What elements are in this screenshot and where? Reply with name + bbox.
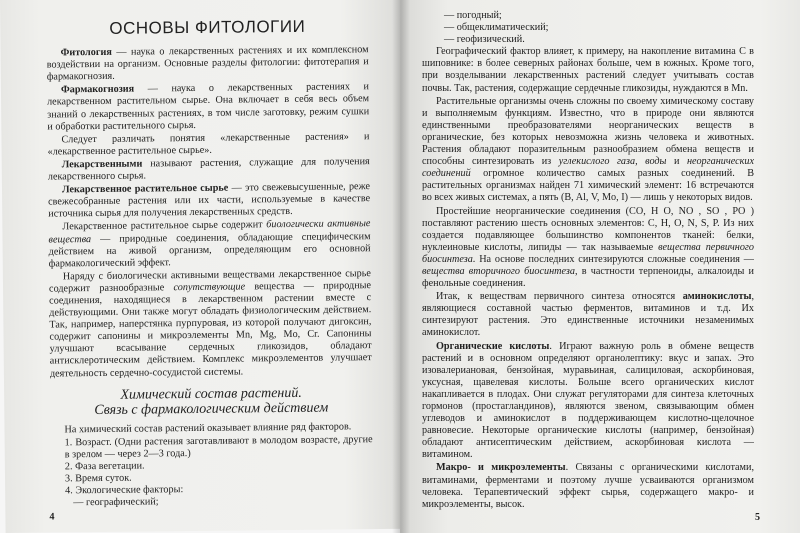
paragraph: Следует различать понятия «лекарственные растения» и «лекарственное растительное сырье». xyxy=(47,130,370,158)
paragraph: Лекарственное растительное сырье — это свежевысушенные, реже свежесобранные растения или их части, используемые в качестве источника сырья для получения лекарственных средств. xyxy=(48,181,371,220)
list-item: — общеклиматический; xyxy=(444,22,549,34)
term: Фармакогнозия xyxy=(60,83,135,96)
list-item: — погодный; xyxy=(444,10,502,21)
term: Фитология xyxy=(60,46,112,59)
list-item: — географический; xyxy=(73,496,159,509)
term: Лекарственное растительное сырье xyxy=(61,182,229,196)
list-item: 2. Фаза вегетации. xyxy=(64,460,145,473)
right-page xyxy=(400,0,800,533)
paragraph: Лекарственными называют растения, служащие для получения лекарственного сырья. xyxy=(47,156,370,183)
term: Органические кислоты xyxy=(436,340,550,352)
list-item: 3. Время суток. xyxy=(64,472,132,485)
paragraph: Простейшие неорганические соединения (CO, H O, NO , SO , PO ) поставляют растению шесть основных элементов: C, H, O, N, S, P. Из них создается подавляющее большинство компонентов тканей: белки, нуклеиновые кислоты, липиды — так называемые вещества первичного биосинтеза. На основе последних синтезируются сложные соединения — вещества вторичного биосинтеза, в частности терпеноиды, алкалоиды и фенольные соединения. xyxy=(422,205,755,290)
page-number: 5 xyxy=(755,512,760,523)
paragraph: Итак, к веществам первичного синтеза относятся аминокислоты, являющиеся составной частью ферментов, витаминов и т.д. Их синтезируют растения. Это единственные источники незаменимых аминокислот. xyxy=(422,291,754,339)
list-item: 4. Экологические факторы: xyxy=(65,484,184,497)
book-gutter-shadow xyxy=(392,0,410,533)
paragraph: На химический состав растений оказывает влияние ряд факторов. xyxy=(64,420,352,435)
paragraph: Макро- и микроэлементы. Связаны с органическими кислотами, витаминами, ферментами и поэтому лучше усваиваются организмом человека. Терапевтический эффект сырья, содержащего макро- и микроэлементы, высок. xyxy=(422,462,754,510)
paragraph: Фитология — наука о лекарственных растениях и их комплексном воздействии на организм. Основные разделы фитологии: фитотерапия и фармакогнозия. xyxy=(46,44,369,83)
right-text-column xyxy=(422,10,754,512)
paragraph: Лекарственное растительное сырье содержит биологически активные вещества — природные соединения, обладающие специфическим действием на живой организм, определяющим его основной фармакологический эффект. xyxy=(48,218,371,270)
paragraph: Растительные организмы очень сложны по своему химическому составу и выполняемым функциям. Известно, что в природе они являются единственными преобразователями неорганических веществ в органические, без которых невозможна жизнь человека и животных. Растения обладают поразительным разнообразием обмена веществ и способны синтезировать из углекислого газа, воды и неорганических соединений огромное количество самых разных соединений. В растительных организмах найден 71 химический элемент: 16 встречаются во всех живых системах, а пять (B, Al, V, Mo, I) — лишь у некоторых видов. xyxy=(422,95,754,204)
list-item: — геофизический. xyxy=(444,34,525,46)
term: Лекарственными xyxy=(61,158,143,171)
page-number: 4 xyxy=(49,511,55,523)
term: Макро- и микроэлементы xyxy=(436,462,566,474)
left-text-column xyxy=(46,16,373,510)
paragraph: Географический фактор влияет, к примеру, на накопление витамина С в шиповнике: в более северных районах больше, чем в южных. Кроме того, при возделывании лекарственных растений следует учитывать состав почвы. Так, растения, содержащие сердечные гликозиды, нуждаются в Mn. xyxy=(422,46,754,94)
paragraph: Фармакогнозия — наука о лекарственных растениях и лекарственном растительном сырье. Она включает в себя весь объем знаний о лекарственных растениях, в том числе заготовку, режим сушки и обработки растительного сырья. xyxy=(47,81,370,133)
paragraph: Органические кислоты. Играют важную роль в обмене веществ растений и в основном определяют органолептику: вкус и запах. Это изовалериановая, бензойная, муравьиная, салициловая, аскорбиновая, уксусная, щавелевая кислоты. Больше всего органических кислот накапливается в плодах. Они служат регуляторами для синтеза клеточных гормонов (простагландинов), являются звеном, связывающим обмен углеводов и аминокислот в поддерживающем кислотно-щелочное равновесие. Некоторые органические кислоты (например, бензойная) обладают антисептическим действием, аскорбиновая кислота — витамином. xyxy=(422,340,754,461)
section-heading: Химический состав растений. Связь с фармакологическим действием xyxy=(94,385,329,418)
paragraph: Наряду с биологически активными веществами лекарственное сырье содержит разнообразные сопутствующие вещества — природные соединения, находящиеся в лекарственном растении вместе с действующими. Они также могут обладать физиологическим действием. Так, например, наперстянка пурпуровая, из которой получают дигоксин, содержит сапонины и микроэлементы Mn, Mg, Mo, Cr. Сапонины улучшают всасывание сердечных гликозидов, обладают антисклеротическим действием. Комплекс микроэлементов улучшает деятельность сердечно-сосудистой системы. xyxy=(48,267,372,380)
page-title: ОСНОВЫ ФИТОЛОГИИ xyxy=(109,16,306,38)
list-item: 1. Возраст. (Одни растения заготавливают в молодом возрасте, другие в зрелом — через 2—3 года.) xyxy=(64,433,373,461)
